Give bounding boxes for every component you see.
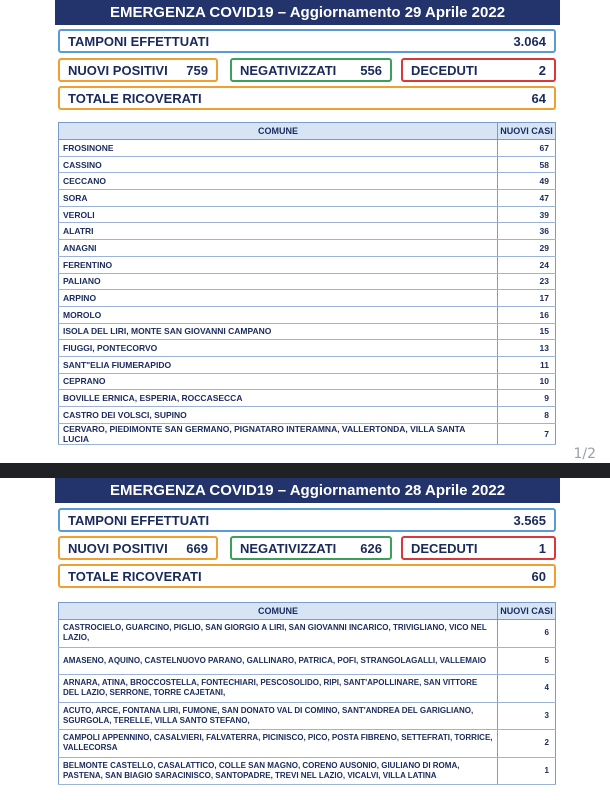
table-row	[59, 256, 556, 273]
table-row	[59, 223, 556, 240]
deceduti-value: 1	[538, 540, 546, 556]
ricoverati-box	[58, 86, 556, 110]
table-row	[59, 675, 556, 703]
nuovi-casi-cell: 3	[498, 702, 556, 730]
table-row	[59, 390, 556, 407]
deceduti-label: DECEDUTI	[411, 62, 478, 78]
comune-cell: AMASENO, AQUINO, CASTELNUOVO PARANO, GALLINARO, PATRICA, POFI, STRANGOLAGALLI, VALLEMAIO	[59, 647, 498, 675]
ricoverati-value: 64	[531, 90, 546, 106]
comune-cell: SANT"ELIA FIUMERAPIDO	[59, 356, 498, 373]
header-comune: COMUNE	[59, 603, 498, 620]
nuovi-casi-cell: 4	[498, 675, 556, 703]
nuovi-casi-cell: 23	[498, 273, 556, 290]
nuovi-casi-cell: 39	[498, 206, 556, 223]
nuovi-casi-cell: 58	[498, 156, 556, 173]
negativizzati-label: NEGATIVIZZATI	[240, 540, 337, 556]
comune-cell: BELMONTE CASTELLO, CASALATTICO, COLLE SAN MAGNO, CORENO AUSONIO, GIULIANO DI ROMA, PASTENA, SAN BIAGIO SARACINISCO, SANTOPADRE, TREVI NEL LAZIO, VICALVI, VILLA LATINA	[59, 757, 498, 785]
negativizzati-label: NEGATIVIZZATI	[240, 62, 337, 78]
deceduti-value: 2	[538, 62, 546, 78]
nuovi-casi-cell: 49	[498, 173, 556, 190]
table-row	[59, 190, 556, 207]
nuovi-casi-cell: 47	[498, 190, 556, 207]
ricoverati-label: TOTALE RICOVERATI	[68, 90, 202, 106]
table-row	[59, 647, 556, 675]
negativizzati-box	[230, 58, 392, 82]
nuovi-casi-cell: 29	[498, 240, 556, 257]
comune-cell: SORA	[59, 190, 498, 207]
report-panel-28-april	[0, 478, 610, 800]
positivi-box	[58, 58, 218, 82]
comune-cell: ISOLA DEL LIRI, MONTE SAN GIOVANNI CAMPANO	[59, 323, 498, 340]
nuovi-casi-cell: 6	[498, 620, 556, 648]
comune-cell: CASTRO DEI VOLSCI, SUPINO	[59, 407, 498, 424]
table-row	[59, 373, 556, 390]
deceduti-box	[401, 536, 556, 560]
comune-cell: CERVARO, PIEDIMONTE SAN GERMANO, PIGNATARO INTERAMNA, VALLERTONDA, VILLA SANTA LUCIA	[59, 423, 498, 444]
nuovi-casi-cell: 7	[498, 423, 556, 444]
negativizzati-value: 626	[360, 540, 382, 556]
tamponi-label: TAMPONI EFFETTUATI	[68, 33, 210, 49]
nuovi-casi-cell: 8	[498, 407, 556, 424]
nuovi-casi-cell: 67	[498, 140, 556, 157]
comune-cell: VEROLI	[59, 206, 498, 223]
comune-cell: MOROLO	[59, 306, 498, 323]
positivi-label: NUOVI POSITIVI	[68, 62, 168, 78]
negativizzati-value: 556	[360, 62, 382, 78]
nuovi-casi-cell: 17	[498, 290, 556, 307]
comuni-table	[58, 122, 556, 445]
nuovi-casi-cell: 2	[498, 730, 556, 758]
header-nuovi-casi: NUOVI CASI	[498, 603, 556, 620]
table-row	[59, 340, 556, 357]
positivi-label: NUOVI POSITIVI	[68, 540, 168, 556]
nuovi-casi-cell: 24	[498, 256, 556, 273]
comuni-table	[58, 602, 556, 785]
table-row	[59, 620, 556, 648]
nuovi-casi-cell: 36	[498, 223, 556, 240]
negativizzati-box	[230, 536, 392, 560]
nuovi-casi-cell: 11	[498, 356, 556, 373]
comune-cell: ACUTO, ARCE, FONTANA LIRI, FUMONE, SAN DONATO VAL DI COMINO, SANT'ANDREA DEL GARIGLIANO, SGURGOLA, TERELLE, VILLA SANTO STEFANO,	[59, 702, 498, 730]
tamponi-box	[58, 508, 556, 532]
table-header-row	[59, 603, 556, 620]
ricoverati-box	[58, 564, 556, 588]
page-separator	[0, 463, 610, 478]
comune-cell: FROSINONE	[59, 140, 498, 157]
comune-cell: ANAGNI	[59, 240, 498, 257]
nuovi-casi-cell: 16	[498, 306, 556, 323]
nuovi-casi-cell: 13	[498, 340, 556, 357]
nuovi-casi-cell: 5	[498, 647, 556, 675]
table-row	[59, 757, 556, 785]
comune-cell: CEPRANO	[59, 373, 498, 390]
comune-cell: ALATRI	[59, 223, 498, 240]
table-row	[59, 273, 556, 290]
tamponi-value: 3.565	[513, 512, 546, 528]
table-row	[59, 423, 556, 444]
tamponi-label: TAMPONI EFFETTUATI	[68, 512, 210, 528]
deceduti-box	[401, 58, 556, 82]
deceduti-label: DECEDUTI	[411, 540, 478, 556]
comune-cell: FERENTINO	[59, 256, 498, 273]
positivi-box	[58, 536, 218, 560]
comune-cell: FIUGGI, PONTECORVO	[59, 340, 498, 357]
comune-cell: CASSINO	[59, 156, 498, 173]
comune-cell: PALIANO	[59, 273, 498, 290]
table-row	[59, 173, 556, 190]
comune-cell: CAMPOLI APPENNINO, CASALVIERI, FALVATERRA, PICINISCO, PICO, POSTA FIBRENO, SETTEFRATI, TORRICE, VALLECORSA	[59, 730, 498, 758]
ricoverati-value: 60	[531, 568, 546, 584]
comune-cell: ARPINO	[59, 290, 498, 307]
comune-cell: CECCANO	[59, 173, 498, 190]
table-row	[59, 290, 556, 307]
report-title: EMERGENZA COVID19 – Aggiornamento 29 Aprile 2022	[55, 0, 560, 25]
ricoverati-label: TOTALE RICOVERATI	[68, 568, 202, 584]
positivi-value: 669	[186, 540, 208, 556]
table-row	[59, 240, 556, 257]
table-row	[59, 407, 556, 424]
nuovi-casi-cell: 10	[498, 373, 556, 390]
report-title: EMERGENZA COVID19 – Aggiornamento 28 Aprile 2022	[55, 478, 560, 503]
nuovi-casi-cell: 1	[498, 757, 556, 785]
table-row	[59, 323, 556, 340]
table-row	[59, 140, 556, 157]
comune-cell: CASTROCIELO, GUARCINO, PIGLIO, SAN GIORGIO A LIRI, SAN GIOVANNI INCARICO, TRIVIGLIANO, VICO NEL LAZIO,	[59, 620, 498, 648]
table-row	[59, 702, 556, 730]
table-row	[59, 306, 556, 323]
table-header-row	[59, 123, 556, 140]
tamponi-value: 3.064	[513, 33, 546, 49]
page-indicator: 1/2	[573, 446, 596, 462]
table-row	[59, 156, 556, 173]
table-row	[59, 356, 556, 373]
comune-cell: ARNARA, ATINA, BROCCOSTELLA, FONTECHIARI, PESCOSOLIDO, RIPI, SANT'APOLLINARE, SAN VITTORE DEL LAZIO, SERRONE, TORRE CAJETANI,	[59, 675, 498, 703]
comune-cell: BOVILLE ERNICA, ESPERIA, ROCCASECCA	[59, 390, 498, 407]
table-row	[59, 730, 556, 758]
header-comune: COMUNE	[59, 123, 498, 140]
header-nuovi-casi: NUOVI CASI	[498, 123, 556, 140]
tamponi-box	[58, 29, 556, 53]
nuovi-casi-cell: 15	[498, 323, 556, 340]
table-row	[59, 206, 556, 223]
nuovi-casi-cell: 9	[498, 390, 556, 407]
positivi-value: 759	[186, 62, 208, 78]
